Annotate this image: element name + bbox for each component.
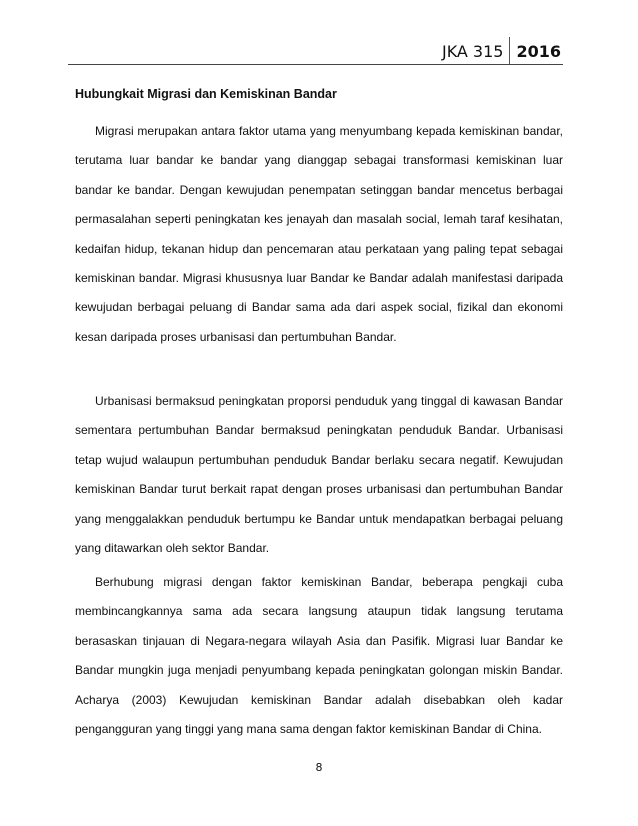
paragraph-1: Migrasi merupakan antara faktor utama yang menyumbang kepada kemiskinan bandar, terutama luar bandar ke bandar yang dianggap sebagai transformasi kemiskinan luar bandar ke bandar. Dengan kewujudan penempatan setinggan bandar mencetus berbagai permasalahan seperti peningkatan kes jenayah dan masalah social, lemah taraf kesihatan, kedaifan hidup, tekanan hidup dan pencemaran atau perkataan yang paling tepat sebagai kemiskinan bandar. Migrasi khususnya luar Bandar ke Bandar adalah manifestasi daripada kewujudan berbagai peluang di Bandar sama ada dari aspek social, fizikal dan ekonomi kesan daripada proses urbanisasi dan pertumbuhan Bandar. — [75, 124, 563, 344]
course-code: JKA 315 — [441, 41, 504, 61]
header-year: 2016 — [516, 41, 561, 61]
header-rule — [68, 64, 563, 65]
page-header — [442, 37, 561, 65]
paragraph-2: Urbanisasi bermaksud peningkatan proporsi penduduk yang tinggal di kawasan Bandar sementara pertumbuhan Bandar bermaksud peningkatan penduduk Bandar. Urbanisasi tetap wujud walaupun pertumbuhan penduduk Bandar berlaku secara negatif. Kewujudan kemiskinan Bandar turut berkait rapat dengan proses urbanisasi dan pertumbuhan Bandar yang menggalakkan penduduk bertumpu ke Bandar untuk mendapatkan berbagai peluang yang ditawarkan oleh sektor Bandar. — [75, 394, 563, 556]
page-number: 8 — [315, 761, 323, 774]
section-title: Hubungkait Migrasi dan Kemiskinan Bandar — [75, 87, 337, 101]
paragraph-3: Berhubung migrasi dengan faktor kemiskinan Bandar, beberapa pengkaji cuba membincangkannya sama ada secara langsung ataupun tidak langsung terutama berasaskan tinjauan di Negara-negara wilayah Asia dan Pasifik. Migrasi luar Bandar ke Bandar mungkin juga menjadi penyumbang kepada peningkatan golongan miskin Bandar. Acharya (2003) Kewujudan kemiskinan Bandar adalah disebabkan oleh kadar pengangguran yang tinggi yang mana sama dengan faktor kemiskinan Bandar di China. — [75, 575, 563, 737]
